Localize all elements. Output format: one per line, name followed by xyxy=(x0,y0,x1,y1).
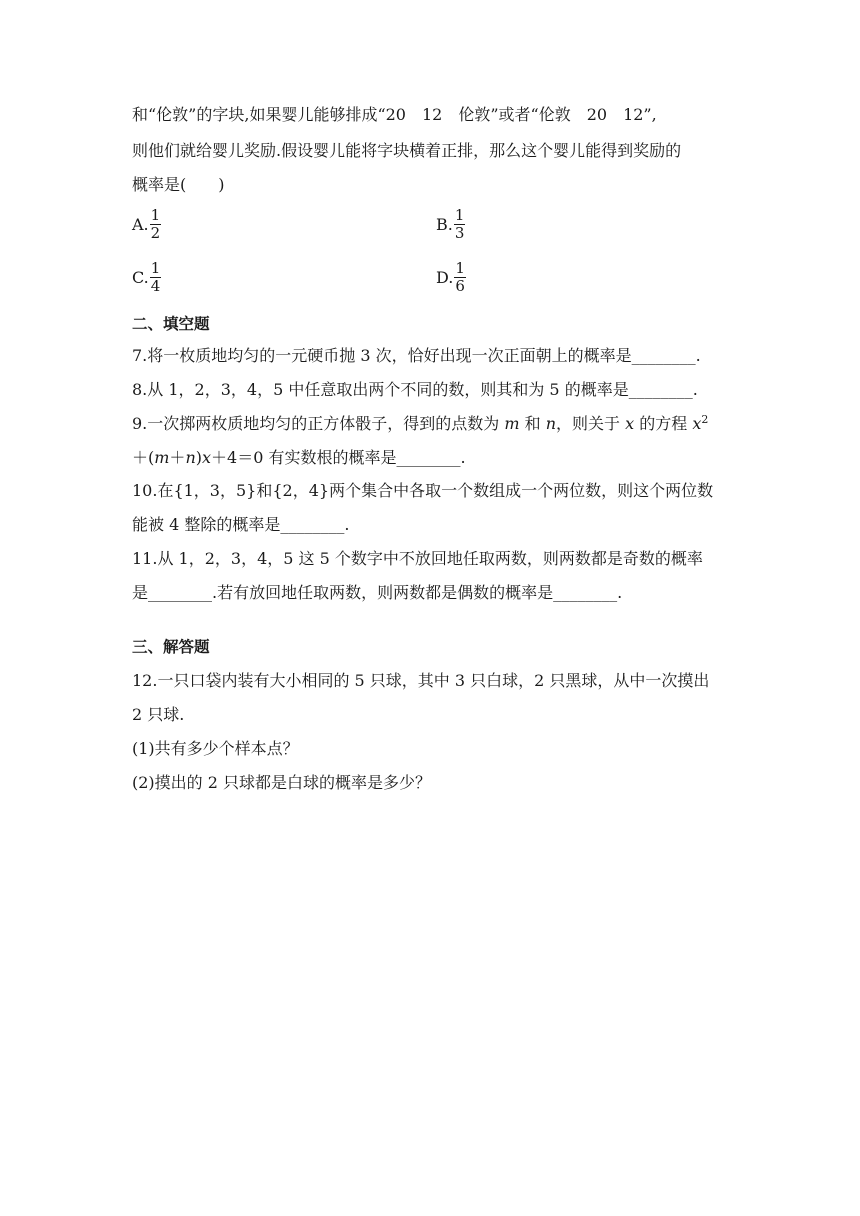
q9-text-d: 的方程 xyxy=(634,414,693,433)
q9-eq-n: n xyxy=(185,448,196,467)
q9-text-c: ，则关于 xyxy=(556,414,626,433)
q9-var-x: x xyxy=(625,414,635,433)
question-10-line-1: 10.在{1，3，5}和{2，4}两个集合中各取一个数组成一个两位数，则这个两位数 xyxy=(132,481,714,500)
q9-eq-b: ＋ xyxy=(169,448,186,467)
q9-text-a: 9.一次掷两枚质地均匀的正方体骰子，得到的点数为 xyxy=(132,414,505,433)
option-b-label: B. xyxy=(436,215,453,234)
option-a-label: A. xyxy=(132,215,149,234)
option-d-numerator: 1 xyxy=(455,259,465,277)
option-d xyxy=(436,261,466,294)
question-10-line-2: 能被 4 整除的概率是________. xyxy=(132,515,350,534)
question-12-line-2: 2 只球. xyxy=(132,705,185,724)
option-b xyxy=(436,208,465,241)
q9-var-n: n xyxy=(545,414,557,433)
option-c-numerator: 1 xyxy=(150,259,161,277)
option-a-fraction xyxy=(150,208,162,241)
option-d-fraction xyxy=(454,261,466,294)
question-9-line-2 xyxy=(132,447,752,469)
question-11-line-1: 11.从 1，2，3，4，5 这 5 个数字中不放回地任取两数，则两数都是奇数的概率 xyxy=(132,549,703,568)
option-b-fraction xyxy=(454,208,466,241)
option-a-numerator: 1 xyxy=(150,206,161,224)
option-c-label: C. xyxy=(132,268,149,287)
q9-text-b: 和 xyxy=(519,414,546,433)
question-12-part-2: (2)摸出的 2 只球都是白球的概率是多少？ xyxy=(132,773,432,792)
question-7: 7.将一枚质地均匀的一元硬币抛 3 次，恰好出现一次正面朝上的概率是________. xyxy=(132,346,701,365)
option-b-numerator: 1 xyxy=(454,206,465,224)
question-8: 8.从 1，2，3，4，5 中任意取出两个不同的数，则其和为 5 的概率是________. xyxy=(132,380,698,399)
option-a-denominator: 2 xyxy=(150,224,161,242)
section-3-heading: 三、解答题 xyxy=(132,638,210,656)
q9-eq-x: x xyxy=(202,448,212,467)
option-d-label: D. xyxy=(436,268,454,287)
option-a xyxy=(132,208,161,241)
q9-eq-a: ＋( xyxy=(132,448,155,467)
option-c-fraction xyxy=(150,261,162,294)
q9-eq-c: ) xyxy=(195,448,202,467)
question-6-line-1: 和“伦敦”的字块,如果婴儿能够排成“20 12 伦敦”或者“伦敦 20 12”, xyxy=(132,105,657,124)
question-6-line-2: 则他们就给婴儿奖励.假设婴儿能将字块横着正排，那么这个婴儿能得到奖励的 xyxy=(132,141,682,160)
question-9-line-1 xyxy=(132,413,752,435)
question-12-part-1: (1)共有多少个样本点？ xyxy=(132,739,299,758)
option-d-denominator: 6 xyxy=(455,277,465,295)
q9-eq-m: m xyxy=(154,448,170,467)
question-12-line-1: 12.一只口袋内装有大小相同的 5 只球，其中 3 只白球，2 只黑球，从中一次摸出 xyxy=(132,671,710,690)
question-6-line-3: 概率是( ) xyxy=(132,175,225,194)
option-c xyxy=(132,261,161,294)
q9-var-x2: x xyxy=(692,414,702,433)
option-b-denominator: 3 xyxy=(454,224,465,242)
question-11-line-2: 是________.若有放回地任取两数，则两数都是偶数的概率是________. xyxy=(132,583,623,602)
section-2-heading: 二、填空题 xyxy=(132,315,210,333)
q9-eq-d: ＋4＝0 有实数根的概率是________. xyxy=(211,448,466,467)
q9-var-m: m xyxy=(504,414,520,433)
option-c-denominator: 4 xyxy=(150,277,161,295)
q9-exponent: 2 xyxy=(701,413,709,426)
